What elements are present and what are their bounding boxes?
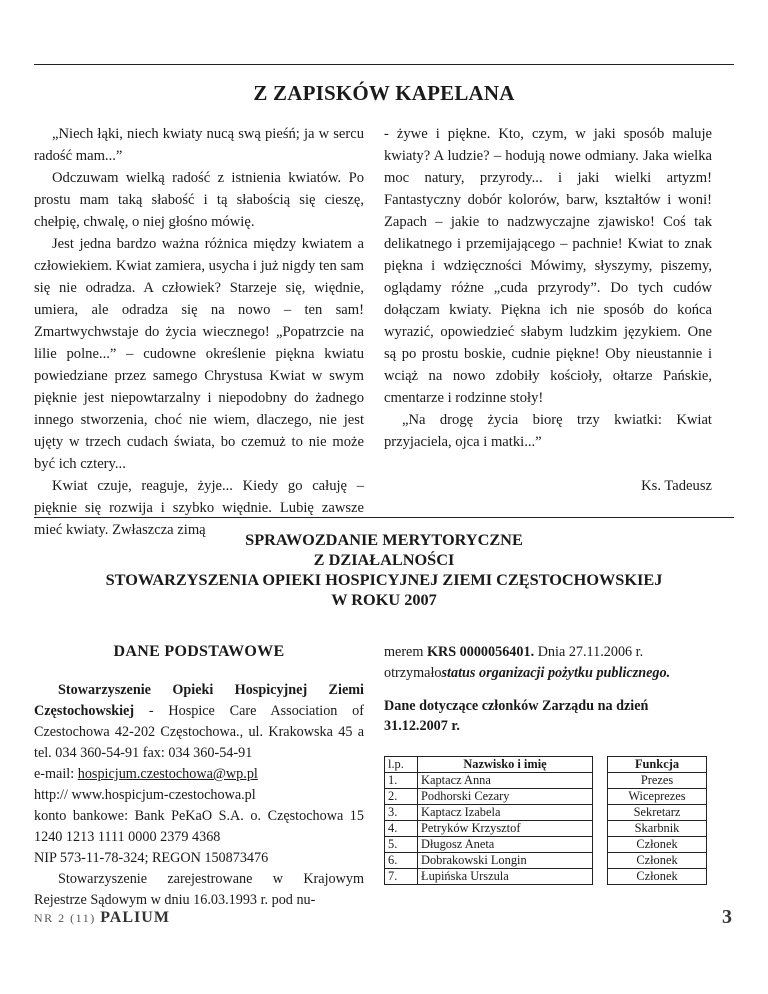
- table-row: [385, 869, 707, 885]
- cell-lp: 6.: [385, 853, 418, 869]
- section-title-basic-data: DANE PODSTAWOWE: [113, 643, 285, 660]
- cell-function: Członek: [608, 853, 707, 869]
- cell-function: Prezes: [608, 773, 707, 789]
- top-rule: [34, 64, 734, 65]
- cell-function: Skarbnik: [608, 821, 707, 837]
- table-row: [385, 789, 707, 805]
- paragraph: „Na drogę życia biorę trzy kwiatki: Kwiat przyjaciela, ojca i matki...”: [384, 412, 712, 450]
- board-heading: Dane dotyczące członków Zarządu na dzień 31.12.2007 r.: [384, 698, 649, 734]
- page-number: 3: [722, 906, 732, 928]
- nip-regon: NIP 573-11-78-324; REGON 150873476: [34, 850, 269, 866]
- org-paragraph: [34, 680, 364, 764]
- table-gap: [593, 757, 608, 773]
- cell-name: Kaptacz Izabela: [418, 805, 593, 821]
- table-gap: [593, 789, 608, 805]
- cell-name: Długosz Aneta: [418, 837, 593, 853]
- magazine-name: PALIUM: [100, 909, 170, 926]
- cell-name: Petryków Krzysztof: [418, 821, 593, 837]
- email-label: e-mail:: [34, 766, 78, 782]
- table-row: [385, 821, 707, 837]
- table-gap: [593, 853, 608, 869]
- table-row: [385, 837, 707, 853]
- footer-issue: [34, 909, 170, 927]
- header-name: Nazwisko i imię: [418, 757, 593, 773]
- cell-name: Podhorski Cezary: [418, 789, 593, 805]
- table-row: [385, 773, 707, 789]
- krs-paragraph: [384, 642, 712, 684]
- paragraph: „Niech łąki, niech kwiaty nucą swą pieśń; ja w sercu radość mam...”: [34, 126, 364, 164]
- org-name: Stowarzyszenie Opieki Hospicyjnej Ziemi Częstochowskiej: [34, 682, 364, 719]
- report-title-line: STOWARZYSZENIA OPIEKI HOSPICYJNEJ ZIEMI CZĘSTOCHOWSKIEJ: [105, 570, 663, 589]
- table-gap: [593, 805, 608, 821]
- cell-lp: 1.: [385, 773, 418, 789]
- issue-number: NR 2 (11): [34, 911, 96, 925]
- text: Dnia 27.11.2006 r. otrzymało: [384, 644, 644, 681]
- cell-function: Członek: [608, 869, 707, 885]
- paragraph: Odczuwam wielką radość z istnienia kwiatów. Po prostu mam taką słabość i tą słabością się cieszę, chełpię, chwalę, o niej głośno mówię.: [34, 170, 364, 230]
- cell-name: Dobrakowski Longin: [418, 853, 593, 869]
- cell-name: Łupińska Urszula: [418, 869, 593, 885]
- org-desc: - Hospice Care Association of Czestochowa 42-202 Częstochowa., ul. Krakowska 45 a tel. 034 360-54-91 fax: 034 360-54-91: [34, 703, 364, 761]
- paragraph: - żywe i piękne. Kto, czym, w jaki sposób maluje kwiaty? A ludzie? – hodują nowe odmiany. Jaka wielka moc natury, przyrody... i jaki wielki artyzm! Fantastyczny dobór kolorów, barw, kształtów i woni! Zapach – jakie to nadzwyczajne zjawisko! Coś tak delikatnego i przemijającego – pachnie! Kwiat to znak piękna i wdzięczności Mówimy, słyszymy, piszemy, oglądamy różne „cuda przyrody”. Do tych cudów dołączam kwiaty. Piękna ich nie sposób do końca wyrazić, opowiedzieć słabym ludzkim językiem. One są po prostu boskie, cudnie piękne! Oby nieustannie i wciąż na nowo zdobiły kościoły, ołtarze Pańskie, cmentarze i rodzinne stoły!: [384, 126, 712, 406]
- board-members-table: [384, 756, 707, 885]
- report-title-line: W ROKU 2007: [331, 590, 437, 609]
- chaplain-column-right: [384, 123, 712, 497]
- chaplain-column-left: [34, 123, 364, 541]
- cell-lp: 4.: [385, 821, 418, 837]
- table-row: [385, 805, 707, 821]
- report-title-line: SPRAWOZDANIE MERYTORYCZNE: [245, 530, 523, 549]
- text: merem: [384, 644, 427, 660]
- cell-lp: 7.: [385, 869, 418, 885]
- basic-data-column: [34, 680, 364, 911]
- cell-function: Wiceprezes: [608, 789, 707, 805]
- table-gap: [593, 869, 608, 885]
- cell-function: Sekretarz: [608, 805, 707, 821]
- cell-name: Kaptacz Anna: [418, 773, 593, 789]
- contact-block: [34, 764, 364, 806]
- public-benefit-status: status organizacji pożytku publicznego.: [441, 665, 671, 681]
- header-lp: l.p.: [385, 757, 418, 773]
- section-divider: [34, 517, 734, 518]
- article-title-chaplain: Z ZAPISKÓW KAPELANA: [253, 81, 515, 105]
- cell-lp: 2.: [385, 789, 418, 805]
- krs-number: KRS 0000056401.: [426, 644, 535, 660]
- table-gap: [593, 821, 608, 837]
- report-title-line: Z DZIAŁALNOŚCI: [313, 550, 455, 569]
- registration-paragraph: Stowarzyszenie zarejestrowane w Krajowym Rejestrze Sądowym w dniu 16.03.1993 r. pod nu-: [34, 871, 364, 908]
- registration-column: [384, 642, 712, 736]
- email-line: [34, 764, 364, 785]
- paragraph: Kwiat czuje, reaguje, żyje... Kiedy go całuję – pięknie się rozwija i szybko więdnie. Lubię zawsze mieć kwiaty. Zwłaszcza zimą: [34, 478, 364, 538]
- header-function: Funkcja: [608, 757, 707, 773]
- report-title: [34, 530, 734, 610]
- bank-account: konto bankowe: Bank PeKaO S.A. o. Częstochowa 15 1240 1213 1111 0000 2379 4368: [34, 808, 364, 845]
- signature: Ks. Tadeusz: [641, 478, 712, 494]
- table-row: [385, 853, 707, 869]
- website-link[interactable]: http:// www.hospicjum-czestochowa.pl: [34, 787, 256, 803]
- table-gap: [593, 837, 608, 853]
- cell-lp: 5.: [385, 837, 418, 853]
- email-link[interactable]: hospicjum.czestochowa@wp.pl: [77, 766, 258, 782]
- table-gap: [593, 773, 608, 789]
- cell-function: Członek: [608, 837, 707, 853]
- table-header-row: [385, 757, 707, 773]
- paragraph: Jest jedna bardzo ważna różnica między kwiatem a człowiekiem. Kwiat zamiera, usycha i już nigdy ten sam się nie odradza. A człowiek? Starzeje się, więdnie, umiera, ale odradza się na nowo – ten sam! Zmartwychwstaje do życia wiecznego! „Popatrzcie na lilie polne...” – cudowne określenie piękna kwiatu powiedziane przez samego Chrystusa Kwiat w swym pięknie jest niepowtarzalny i niepodobny do żadnego innego stworzenia, choć nie wiem, dlaczego, nie jest ujęty w trzech cudach świata, bo czemuż to nie może być ich cztery...: [34, 236, 364, 472]
- cell-lp: 3.: [385, 805, 418, 821]
